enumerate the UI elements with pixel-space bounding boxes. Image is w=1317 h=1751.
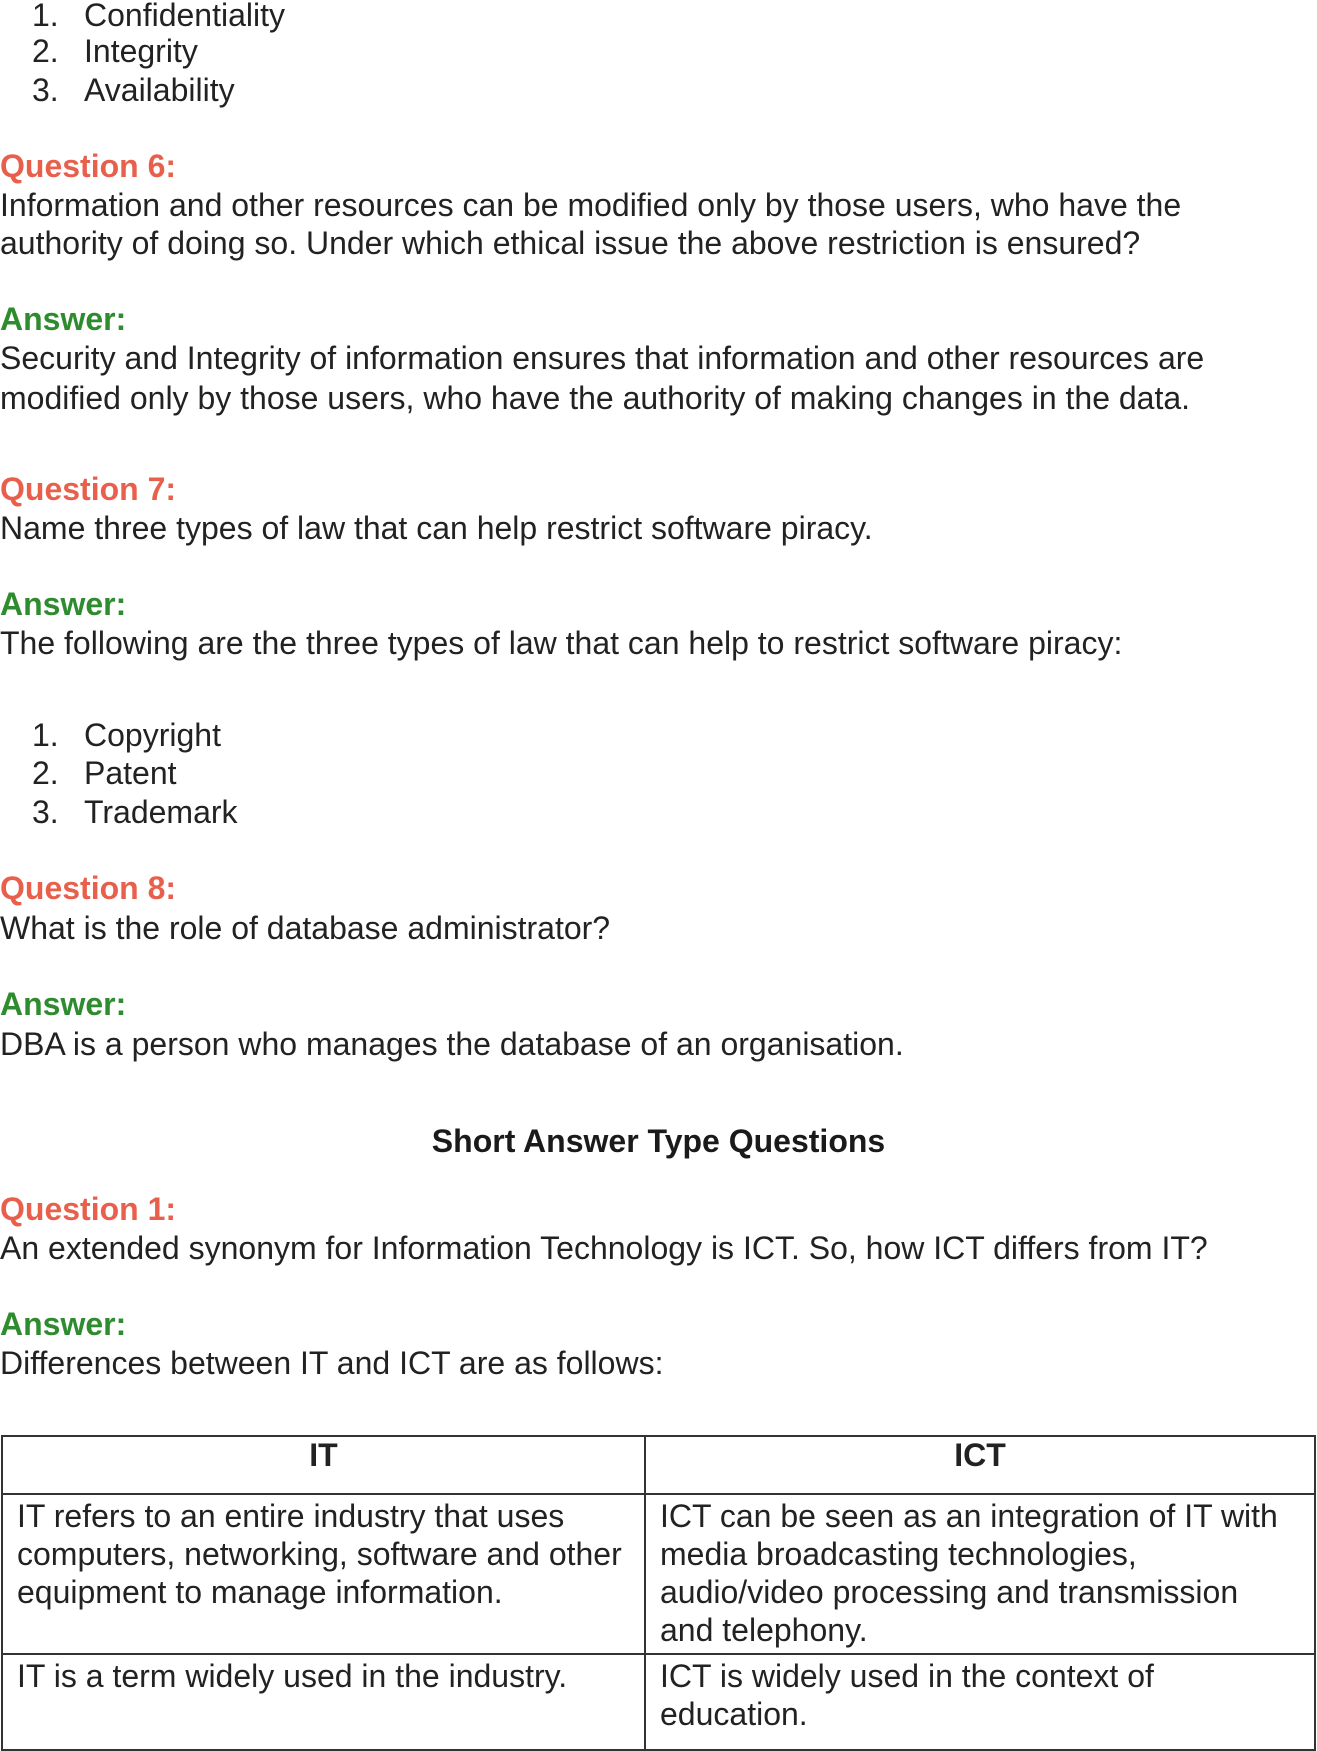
answer-7-text: The following are the three types of law that can help to restrict software piracy: — [0, 625, 1123, 661]
table-cell-it: IT is a term widely used in the industry. — [2, 1654, 645, 1750]
it-ict-comparison-table — [1, 1435, 1316, 1751]
section-title: Short Answer Type Questions — [431, 1123, 886, 1159]
list-item: 2. Integrity — [32, 33, 198, 69]
answer-7-heading: Answer: — [0, 586, 127, 622]
column-header-it: IT — [2, 1436, 645, 1494]
question-6-text-line: authority of doing so. Under which ethical issue the above restriction is ensured? — [0, 225, 1141, 261]
answer-8-heading: Answer: — [0, 986, 127, 1022]
short-question-1-text: An extended synonym for Information Technology is ICT. So, how ICT differs from IT? — [0, 1230, 1208, 1266]
list-item: 2. Patent — [32, 755, 177, 791]
table-header-row — [2, 1436, 1315, 1494]
question-8-heading: Question 8: — [0, 870, 177, 906]
short-answer-1-text: Differences between IT and ICT are as follows: — [0, 1345, 664, 1381]
short-question-1-heading: Question 1: — [0, 1191, 177, 1227]
list-item: 1. Copyright — [32, 717, 221, 753]
question-6-heading: Question 6: — [0, 148, 177, 184]
list-item: 3. Trademark — [32, 794, 238, 830]
table-cell-it: IT refers to an entire industry that uses computers, networking, software and other equipment to manage information. — [2, 1494, 645, 1654]
list-item: 3. Availability — [32, 72, 235, 108]
column-header-ict: ICT — [645, 1436, 1315, 1494]
table-row — [2, 1494, 1315, 1654]
list-item: 1. Confidentiality — [32, 0, 285, 33]
answer-6-heading: Answer: — [0, 301, 127, 337]
table-cell-ict: ICT can be seen as an integration of IT with media broadcasting technologies, audio/video processing and transmission and telephony. — [645, 1494, 1315, 1654]
question-6-text-line: Information and other resources can be modified only by those users, who have the — [0, 187, 1182, 223]
answer-6-text-line: modified only by those users, who have the authority of making changes in the data. — [0, 380, 1191, 416]
answer-6-text-line: Security and Integrity of information ensures that information and other resources are — [0, 340, 1205, 376]
short-answer-1-heading: Answer: — [0, 1306, 127, 1342]
question-8-text: What is the role of database administrator? — [0, 910, 611, 946]
table-cell-ict: ICT is widely used in the context of education. — [645, 1654, 1315, 1750]
answer-8-text: DBA is a person who manages the database of an organisation. — [0, 1026, 904, 1062]
question-7-text: Name three types of law that can help restrict software piracy. — [0, 510, 873, 546]
question-7-heading: Question 7: — [0, 471, 177, 507]
table-row — [2, 1654, 1315, 1750]
